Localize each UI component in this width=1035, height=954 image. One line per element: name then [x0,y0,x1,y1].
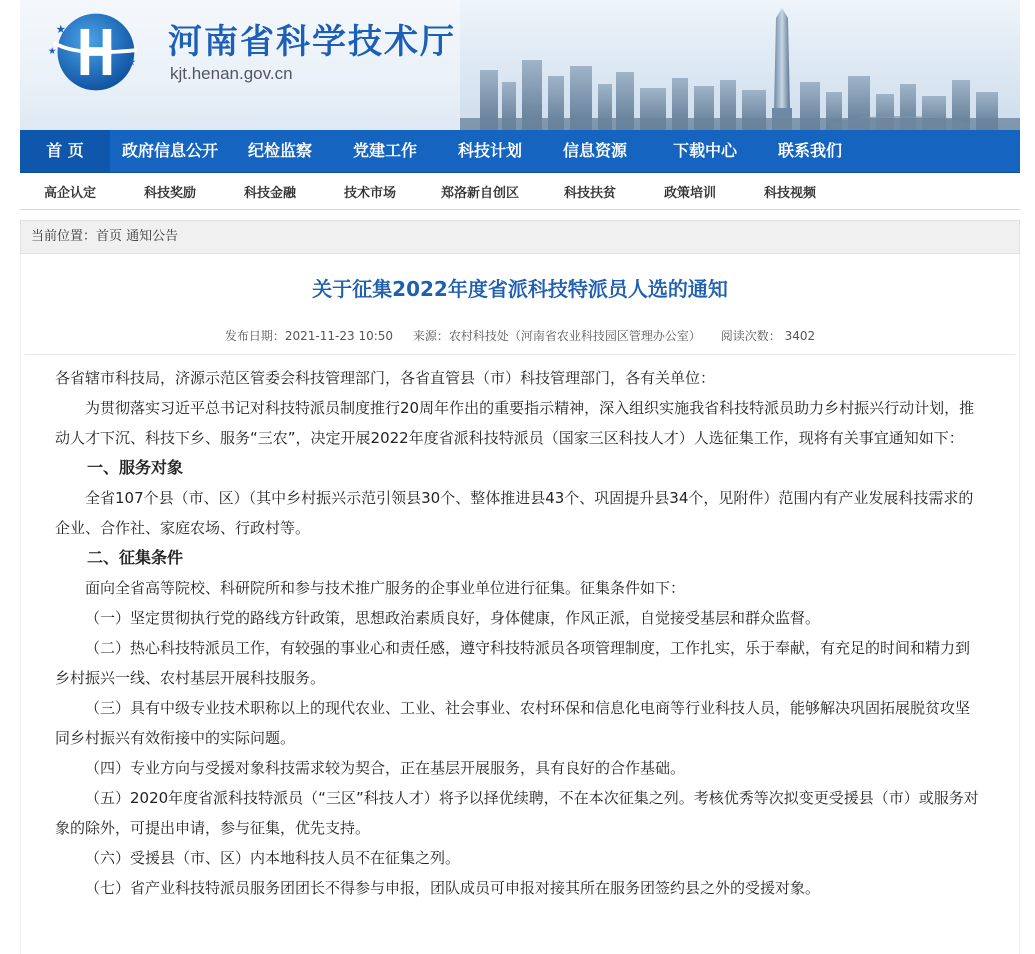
breadcrumb-home-link[interactable]: 首页 [96,229,123,244]
page [20,0,1020,954]
condition-item: （二）热心科技特派员工作，有较强的事业心和责任感，遵守科技特派员各项管理制度，工作扎实，乐于奉献，有充足的时间和精力到乡村振兴一线、农村基层开展科技服务。 [55,639,971,687]
nav-gov-info[interactable]: 政府信息公开 [121,141,218,160]
svg-text:★: ★ [126,56,137,69]
article [20,254,1020,954]
condition-item: （六）受援县（市、区）内本地科技人员不在征集之列。 [85,849,461,867]
subnav-policy[interactable]: 政策培训 [663,185,716,201]
condition-item: （四）专业方向与受援对象科技需求较为契合，正在基层开展服务，具有良好的合作基础。 [85,759,686,777]
subnav-tech-market[interactable]: 技术市场 [343,185,396,201]
salutation: 各省辖市科技局，济源示范区管委会科技管理部门，各省直管县（市）科技管理部门，各有关单位： [55,369,716,387]
site-title: 河南省科学技术厅 [168,22,456,62]
article-title: 关于征集2022年度省派科技特派员人选的通知 [312,277,728,301]
breadcrumb-prefix: 当前位置： [31,229,97,244]
condition-item: （一）坚定贯彻执行党的路线方针政策，思想政治素质良好，身体健康，作风正派，自觉接受基层和群众监督。 [85,609,821,627]
svg-text:★: ★ [55,21,66,36]
paragraph: 面向全省高等院校、科研院所和参与技术推广服务的企事业单位进行征集。征集条件如下： [85,579,686,597]
header-banner [20,0,1020,130]
publish-date-label: 发布日期： [224,329,285,343]
condition-item: （三）具有中级专业技术职称以上的现代农业、工业、社会事业、农村环保和信息化电商等行业科技人员，能够解决巩固拓展脱贫攻坚同乡村振兴有效衔接中的实际问题。 [55,699,971,747]
source [413,329,701,343]
subnav-awards[interactable]: 科技奖励 [143,185,196,201]
nav-info-resources[interactable]: 信息资源 [562,141,627,160]
source-label: 来源： [412,329,449,343]
nav-sci-plan[interactable]: 科技计划 [457,141,522,160]
nav-discipline[interactable]: 纪检监察 [247,141,312,160]
view-count [721,329,815,343]
nav-contact[interactable]: 联系我们 [777,141,842,160]
city-skyline-image [460,0,1020,130]
svg-text:★: ★ [47,45,57,57]
intro-paragraph: 为贯彻落实习近平总书记对科技特派员制度推行20周年作出的重要指示精神，深入组织实施我省科技特派员助力乡村振兴行动计划，推动人才下沉、科技下乡、服务“三农”，决定开展2022年度省派科技特派员（国家三区科技人才）人选征集工作，现将有关事宜通知如下： [55,399,975,447]
site-domain: kjt.henan.gov.cn [170,64,293,83]
article-meta [25,327,1015,355]
henan-logo-icon [46,4,142,100]
subnav-video[interactable]: 科技视频 [763,185,816,201]
view-count-label: 阅读次数： [720,329,781,343]
nav-home[interactable]: 首 页 [20,130,110,172]
subnav-poverty[interactable]: 科技扶贫 [563,185,616,201]
section-heading-1: 一、服务对象 [87,458,184,477]
main-nav [20,130,1020,173]
breadcrumb-current-link[interactable]: 通知公告 [126,229,179,244]
publish-date-value: 2021-11-23 10:50 [284,329,394,343]
subnav-innovation-zone[interactable]: 郑洛新自创区 [440,185,519,201]
condition-item: （五）2020年度省派科技特派员（“三区”科技人才）将予以择优续聘，不在本次征集之列。考核优秀等次拟变更受援县（市）或服务对象的除外，可提出申请，参与征集，优先支持。 [55,789,979,837]
publish-date [225,329,393,343]
sub-nav [20,173,1020,210]
article-content [21,355,1019,903]
section-heading-2: 二、征集条件 [87,548,184,567]
view-count-value: 3402 [784,329,816,343]
nav-party[interactable]: 党建工作 [352,141,417,160]
subnav-hitech[interactable]: 高企认定 [43,185,96,201]
breadcrumb [20,220,1020,254]
subnav-finance[interactable]: 科技金融 [243,185,296,201]
paragraph: 全省107个县（市、区）（其中乡村振兴示范引领县30个、整体推进县43个、巩固提升县34个，见附件）范围内有产业发展科技需求的企业、合作社、家庭农场、行政村等。 [55,489,974,537]
source-value: 农村科技处（河南省农业科技园区管理办公室） [448,329,701,343]
nav-download[interactable]: 下载中心 [672,141,737,160]
condition-item: （七）省产业科技特派员服务团团长不得参与申报，团队成员可申报对接其所在服务团签约县之外的受援对象。 [85,879,821,897]
